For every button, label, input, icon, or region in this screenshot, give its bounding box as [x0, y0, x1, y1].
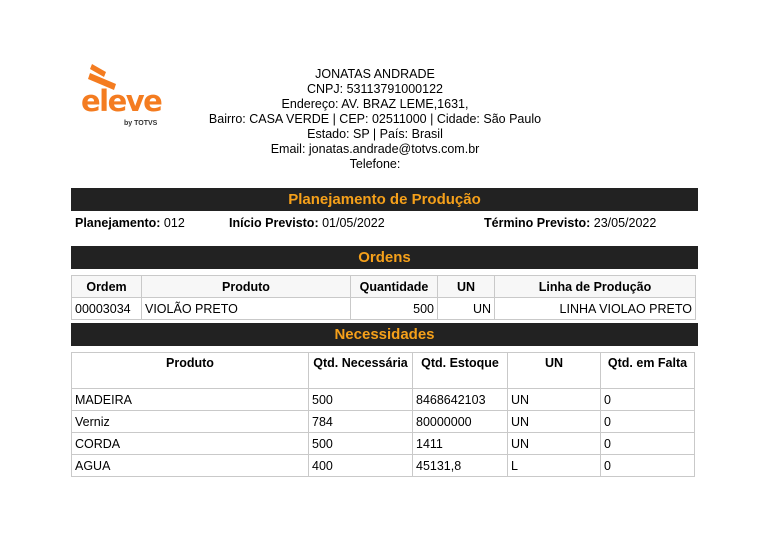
order-quantity: 500	[351, 298, 438, 320]
col-qty-needed: Qtd. Necessária	[309, 353, 413, 389]
need-product: MADEIRA	[72, 389, 309, 411]
company-email: Email: jonatas.andrade@totvs.com.br	[270, 142, 480, 156]
company-address: Endereço: AV. BRAZ LEME,1631,	[281, 97, 469, 111]
table-row	[72, 455, 695, 477]
table-row	[72, 298, 696, 320]
need-qty-stock: 45131,8	[413, 455, 508, 477]
orders-title-bar: Ordens	[71, 246, 698, 269]
order-unit: UN	[438, 298, 495, 320]
need-qty-stock: 1411	[413, 433, 508, 455]
need-product: AGUA	[72, 455, 309, 477]
need-product: Verniz	[72, 411, 309, 433]
plan-number: Planejamento: 012	[75, 216, 185, 230]
need-qty-missing: 0	[601, 433, 695, 455]
need-unit: UN	[508, 411, 601, 433]
logo-wordmark: eleve	[81, 84, 162, 118]
table-row	[72, 411, 695, 433]
table-row	[72, 389, 695, 411]
company-phone: Telefone:	[349, 157, 401, 171]
need-qty-needed: 400	[309, 455, 413, 477]
order-number: 00003034	[72, 298, 142, 320]
company-header	[180, 67, 570, 172]
need-qty-missing: 0	[601, 455, 695, 477]
company-state: Estado: SP | País: Brasil	[307, 127, 443, 141]
col-qty-missing: Qtd. em Falta	[601, 353, 695, 389]
col-unit: UN	[438, 276, 495, 298]
need-unit: L	[508, 455, 601, 477]
needs-header-row	[72, 353, 695, 389]
company-district: Bairro: CASA VERDE | CEP: 02511000 | Cidade: São Paulo	[208, 112, 542, 126]
table-row	[72, 433, 695, 455]
order-product: VIOLÃO PRETO	[142, 298, 351, 320]
col-quantity: Quantidade	[351, 276, 438, 298]
orders-table	[71, 275, 696, 320]
company-name: JONATAS ANDRADE	[315, 67, 435, 81]
company-cnpj: CNPJ: 53113791000122	[307, 82, 443, 96]
need-qty-missing: 0	[601, 411, 695, 433]
need-product: CORDA	[72, 433, 309, 455]
orders-header-row	[72, 276, 696, 298]
plan-start: Início Previsto: 01/05/2022	[229, 216, 385, 230]
col-product: Produto	[72, 353, 309, 389]
needs-table	[71, 352, 695, 477]
col-production-line: Linha de Produção	[495, 276, 696, 298]
eleve-logo	[80, 62, 175, 137]
order-line: LINHA VIOLAO PRETO	[495, 298, 696, 320]
col-order: Ordem	[72, 276, 142, 298]
needs-title-bar: Necessidades	[71, 323, 698, 346]
logo-byline: by TOTVS	[124, 120, 158, 127]
col-qty-stock: Qtd. Estoque	[413, 353, 508, 389]
need-qty-stock: 80000000	[413, 411, 508, 433]
col-product: Produto	[142, 276, 351, 298]
col-unit: UN	[508, 353, 601, 389]
need-qty-stock: 8468642103	[413, 389, 508, 411]
need-qty-needed: 784	[309, 411, 413, 433]
need-qty-needed: 500	[309, 433, 413, 455]
planning-title-bar: Planejamento de Produção	[71, 188, 698, 211]
need-unit: UN	[508, 389, 601, 411]
need-qty-missing: 0	[601, 389, 695, 411]
need-unit: UN	[508, 433, 601, 455]
plan-end: Término Previsto: 23/05/2022	[484, 216, 657, 230]
need-qty-needed: 500	[309, 389, 413, 411]
